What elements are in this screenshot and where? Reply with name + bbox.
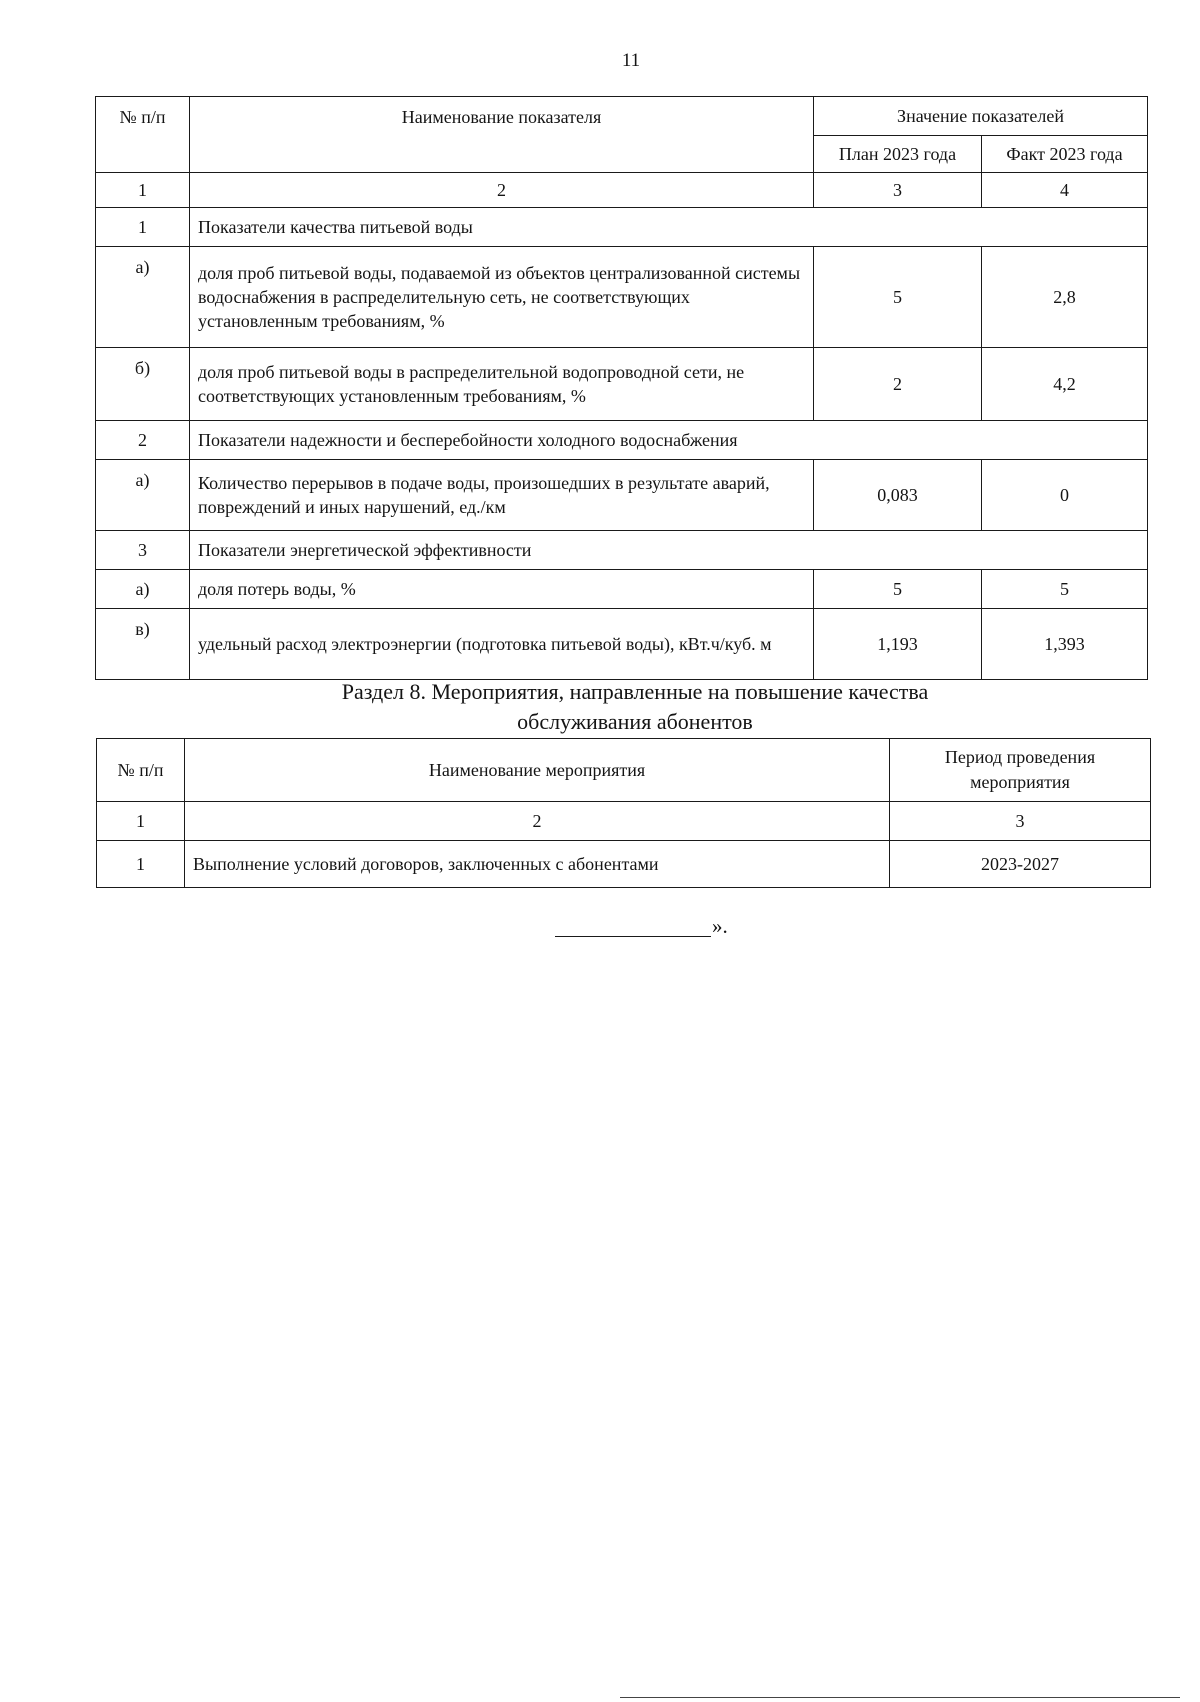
numbering-cell: 4 [982, 173, 1148, 208]
header-num: № п/п [96, 97, 190, 173]
row-indicator-name: доля проб питьевой воды в распределительной водопроводной сети, не соответствующих установленным требованиям, % [190, 348, 814, 421]
measures-table [96, 738, 1151, 888]
section-title: Показатели качества питьевой воды [190, 208, 1148, 247]
numbering-cell: 1 [96, 173, 190, 208]
row-num: а) [96, 570, 190, 609]
row-num: 1 [97, 841, 185, 888]
table-row [96, 348, 1148, 421]
row-measure-name: Выполнение условий договоров, заключенных с абонентами [185, 841, 890, 888]
section-num: 3 [96, 531, 190, 570]
section-row-water-quality [96, 208, 1148, 247]
table1-numbering-row [96, 173, 1148, 208]
table1-header-row [96, 97, 1148, 136]
numbering-cell: 2 [190, 173, 814, 208]
page-number: 11 [621, 50, 641, 71]
row-plan-value: 1,193 [814, 609, 982, 680]
table-row [97, 841, 1151, 888]
row-fact-value: 5 [982, 570, 1148, 609]
closing-underline [555, 916, 711, 937]
section-8-heading [280, 677, 990, 737]
row-indicator-name: Количество перерывов в подаче воды, произошедших в результате аварий, повреждений и иных нарушений, ед./км [190, 460, 814, 531]
row-plan-value: 2 [814, 348, 982, 421]
header-fact: Факт 2023 года [982, 136, 1148, 173]
indicators-table [95, 96, 1148, 680]
bottom-divider [620, 1697, 1180, 1698]
header-num: № п/п [97, 739, 185, 802]
closing-quote: ». [712, 914, 728, 938]
table-row [96, 570, 1148, 609]
table2-header-row [97, 739, 1151, 802]
numbering-cell: 3 [814, 173, 982, 208]
header-indicator-values: Значение показателей [814, 97, 1148, 136]
row-fact-value: 0 [982, 460, 1148, 531]
row-fact-value: 2,8 [982, 247, 1148, 348]
section-title: Показатели надежности и бесперебойности холодного водоснабжения [190, 421, 1148, 460]
row-fact-value: 4,2 [982, 348, 1148, 421]
row-num: а) [96, 460, 190, 531]
table-row [96, 460, 1148, 531]
row-plan-value: 5 [814, 247, 982, 348]
row-indicator-name: доля проб питьевой воды, подаваемой из объектов централизованной системы водоснабжения в распределительную сеть, не соответствующих установленным требованиям, % [190, 247, 814, 348]
table-row [96, 247, 1148, 348]
section-row-reliability [96, 421, 1148, 460]
section-num: 2 [96, 421, 190, 460]
header-measure-name: Наименование мероприятия [185, 739, 890, 802]
row-period: 2023-2027 [890, 841, 1151, 888]
row-plan-value: 0,083 [814, 460, 982, 531]
section-8-heading-line-2: обслуживания абонентов [517, 709, 753, 734]
table-row [96, 609, 1148, 680]
row-fact-value: 1,393 [982, 609, 1148, 680]
header-indicator-name: Наименование показателя [190, 97, 814, 173]
section-row-energy-efficiency [96, 531, 1148, 570]
section-title: Показатели энергетической эффективности [190, 531, 1148, 570]
row-num: в) [96, 609, 190, 680]
row-num: б) [96, 348, 190, 421]
table2-numbering-row [97, 802, 1151, 841]
header-plan: План 2023 года [814, 136, 982, 173]
numbering-cell: 1 [97, 802, 185, 841]
section-8-heading-line-1: Раздел 8. Мероприятия, направленные на повышение качества [341, 679, 929, 704]
numbering-cell: 2 [185, 802, 890, 841]
header-period: Период проведения мероприятия [890, 739, 1151, 802]
row-plan-value: 5 [814, 570, 982, 609]
row-num: а) [96, 247, 190, 348]
row-indicator-name: удельный расход электроэнергии (подготовка питьевой воды), кВт.ч/куб. м [190, 609, 814, 680]
numbering-cell: 3 [890, 802, 1151, 841]
section-num: 1 [96, 208, 190, 247]
row-indicator-name: доля потерь воды, % [190, 570, 814, 609]
